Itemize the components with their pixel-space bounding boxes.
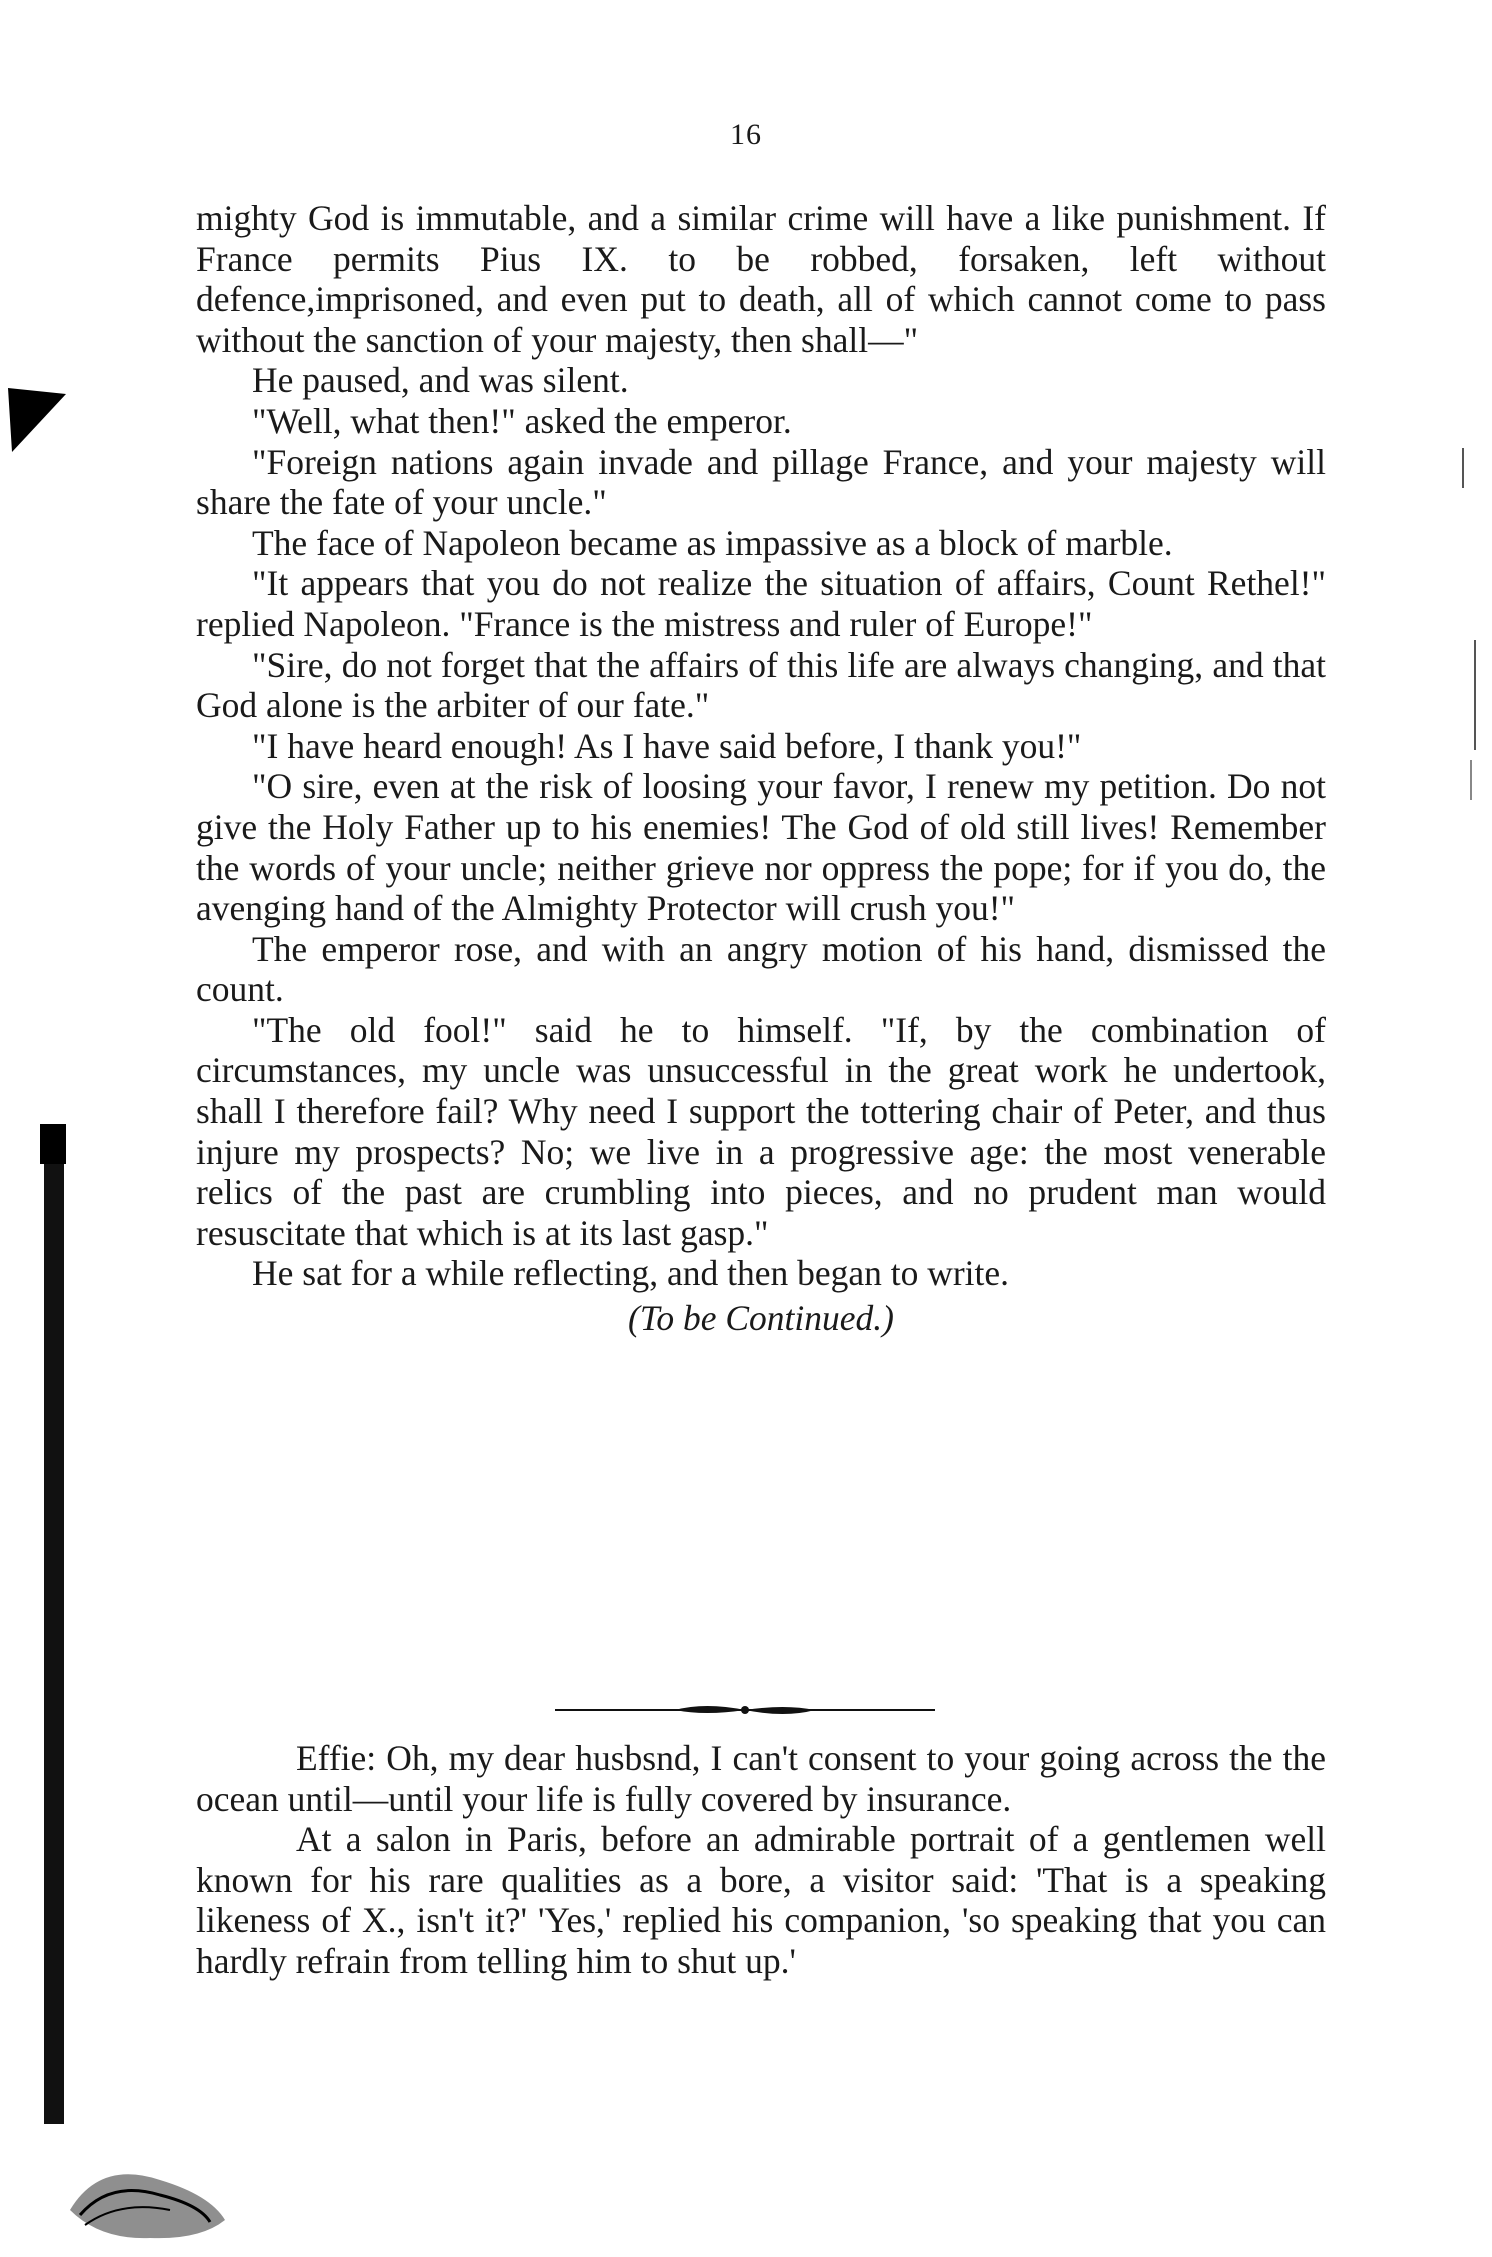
anecdotes-column <box>196 1738 1326 1982</box>
story-paragraph: "Foreign nations again invade and pillage France, and your majesty will share the fate of your uncle." <box>196 441 1326 523</box>
story-paragraph: "It appears that you do not realize the situation of affairs, Count Rethel!" replied Napoleon. "France is the mistress and ruler of Europe!" <box>196 563 1326 644</box>
anecdote-paragraph: Effie: Oh, my dear husbsnd, I can't consent to your going across the the ocean until—until your life is fully covered by insurance. <box>196 1738 1326 1819</box>
page-number: 16 <box>730 118 762 151</box>
story-paragraph: "Sire, do not forget that the affairs of this life are always changing, and that God alone is the arbiter of our fate." <box>196 644 1326 726</box>
section-divider-ornament <box>555 1700 935 1720</box>
margin-binding-bar-cap <box>40 1124 66 1164</box>
margin-rule <box>1474 640 1476 750</box>
to-be-continued: (To be Continued.) <box>628 1298 894 1339</box>
story-paragraph: He sat for a while reflecting, and then began to write. <box>252 1253 1010 1294</box>
story-paragraph: mighty God is immutable, and a similar crime will have a like punishment. If France permits Pius IX. to be robbed, forsaken, left without defence,imprisoned, and even put to death, all of which cannot come to pass without the sanction of your majesty, then shall—" <box>196 198 1326 360</box>
story-paragraph: "Well, what then!" asked the emperor. <box>252 400 792 441</box>
margin-binding-bar <box>44 1124 64 2124</box>
story-paragraph: The face of Napoleon became as impassive as a block of marble. <box>252 522 1173 563</box>
story-paragraph: "O sire, even at the risk of loosing your favor, I renew my petition. Do not give the Holy Father up to his enemies! The God of old still lives! Remember the words of your uncle; neither grieve nor oppress the pope; for if you do, the avenging hand of the Almighty Protector will crush you!" <box>196 766 1326 929</box>
story-paragraph: He paused, and was silent. <box>252 360 629 401</box>
story-paragraph: "I have heard enough! As I have said before, I thank you!" <box>252 725 1082 766</box>
corner-blot-mark <box>60 2140 230 2250</box>
story-paragraph: "The old fool!" said he to himself. "If, by the combination of circumstances, my uncle was unsuccessful in the great work he undertook, shall I therefore fail? Why need I support the tottering chair of Peter, and thus injure my prospects? No; we live in a progressive age: the most venerable relics of the past are crumbling into pieces, and no prudent man would resuscitate that which is at its last gasp." <box>196 1009 1326 1253</box>
story-paragraph: The emperor rose, and with an angry motion of his hand, dismissed the count. <box>196 928 1326 1010</box>
margin-arrow-mark <box>8 388 66 452</box>
margin-rule <box>1470 760 1472 800</box>
anecdote-paragraph: At a salon in Paris, before an admirable portrait of a gentlemen well known for his rare qualities as a bore, a visitor said: 'That is a speaking likeness of X., isn't it?' 'Yes,' replied his companion, 'so speaking that you can hardly refrain from telling him to shut up.' <box>196 1819 1326 1981</box>
margin-rule <box>1462 448 1464 488</box>
story-column <box>196 198 1326 1339</box>
